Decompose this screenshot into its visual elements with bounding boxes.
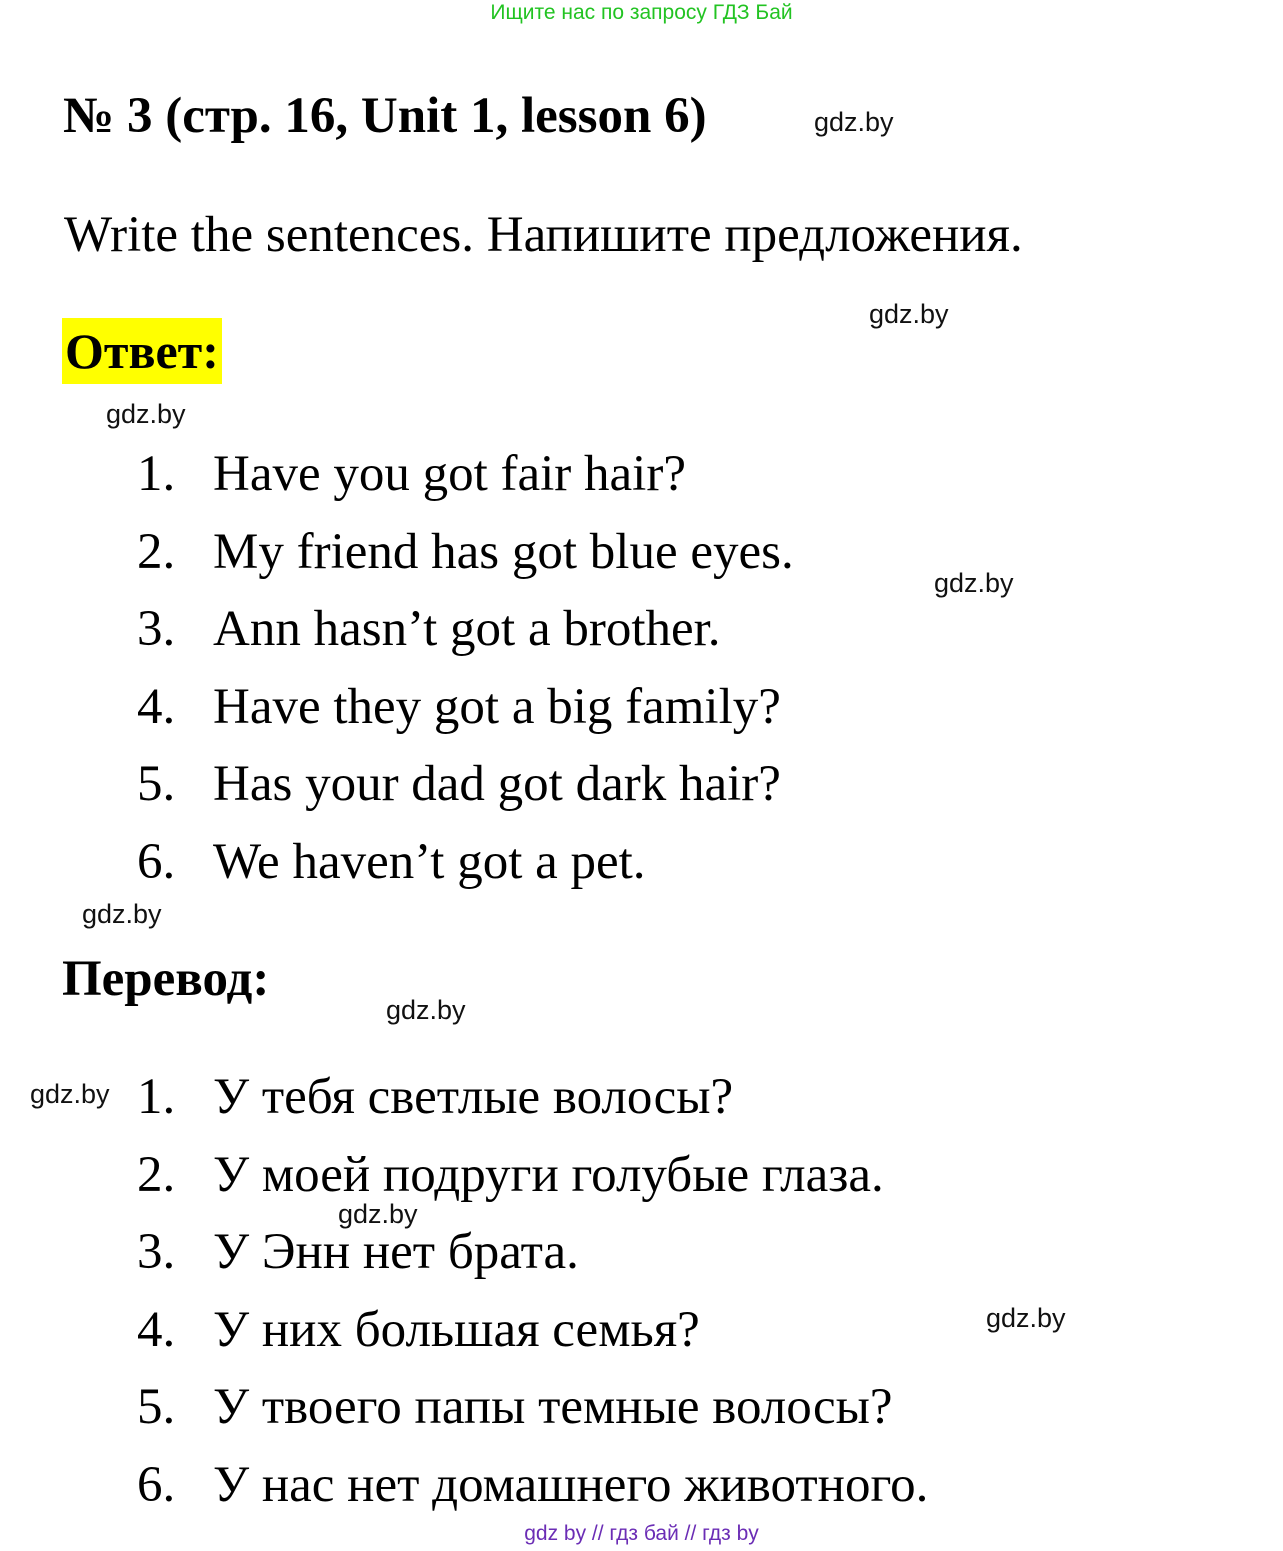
answer-item [137, 669, 794, 747]
answer-text: Ann hasn’t got a brother. [213, 601, 721, 657]
watermark: gdz.by [386, 995, 466, 1025]
watermark: gdz.by [814, 107, 894, 137]
watermark: gdz.by [869, 299, 949, 329]
translation-text: У нас нет домашнего животного. [213, 1456, 929, 1513]
translation-text: У твоего папы темные волосы? [213, 1379, 893, 1435]
translation-item [137, 1059, 928, 1137]
answers-list [137, 436, 794, 901]
translation-text: У тебя светлые волосы? [213, 1069, 734, 1125]
translation-number: 2. [137, 1146, 176, 1203]
translation-number: 6. [137, 1456, 176, 1513]
translation-list [137, 1059, 928, 1524]
footer-links: gdz by // гдз бай // гдз by [524, 1522, 759, 1545]
watermark: gdz.by [986, 1303, 1066, 1333]
answer-heading: Ответ: [62, 318, 222, 384]
watermark: gdz.by [82, 899, 162, 929]
answer-item [137, 824, 794, 902]
translation-item [137, 1369, 928, 1447]
watermark: gdz.by [106, 399, 186, 429]
translation-text: У моей подруги голубые глаза. [213, 1146, 884, 1203]
answer-number: 3. [137, 601, 176, 657]
answer-number: 5. [137, 756, 176, 812]
watermark: gdz.by [934, 568, 1014, 598]
translation-item [137, 1137, 928, 1215]
translation-text: У Энн нет брата. [213, 1224, 579, 1280]
translation-number: 3. [137, 1224, 176, 1280]
watermark: gdz.by [30, 1079, 110, 1109]
translation-item [137, 1292, 928, 1370]
watermark: gdz.by [338, 1199, 418, 1229]
answer-text: Has your dad got dark hair? [213, 756, 781, 812]
answer-number: 2. [137, 523, 176, 580]
answer-number: 6. [137, 833, 176, 890]
answer-text: My friend has got blue eyes. [213, 523, 794, 580]
answer-text: Have they got a big family? [213, 678, 781, 735]
exercise-title: № 3 (стр. 16, Unit 1, lesson 6) [63, 88, 707, 144]
top-banner: Ищите нас по запросу ГДЗ Бай [490, 1, 793, 24]
translation-number: 1. [137, 1069, 176, 1125]
answer-text: Have you got fair hair? [213, 446, 686, 502]
translation-text: У них большая семья? [213, 1301, 700, 1358]
answer-item [137, 514, 794, 592]
translation-heading: Перевод: [62, 951, 270, 1007]
translation-number: 4. [137, 1301, 176, 1358]
translation-item [137, 1447, 928, 1525]
answer-item [137, 746, 794, 824]
answer-item [137, 591, 794, 669]
answer-number: 1. [137, 446, 176, 502]
translation-number: 5. [137, 1379, 176, 1435]
answer-number: 4. [137, 678, 176, 735]
answer-item [137, 436, 794, 514]
instruction-text: Write the sentences. Напишите предложения. [64, 207, 1023, 263]
answer-text: We haven’t got a pet. [213, 833, 646, 890]
translation-item [137, 1214, 928, 1292]
